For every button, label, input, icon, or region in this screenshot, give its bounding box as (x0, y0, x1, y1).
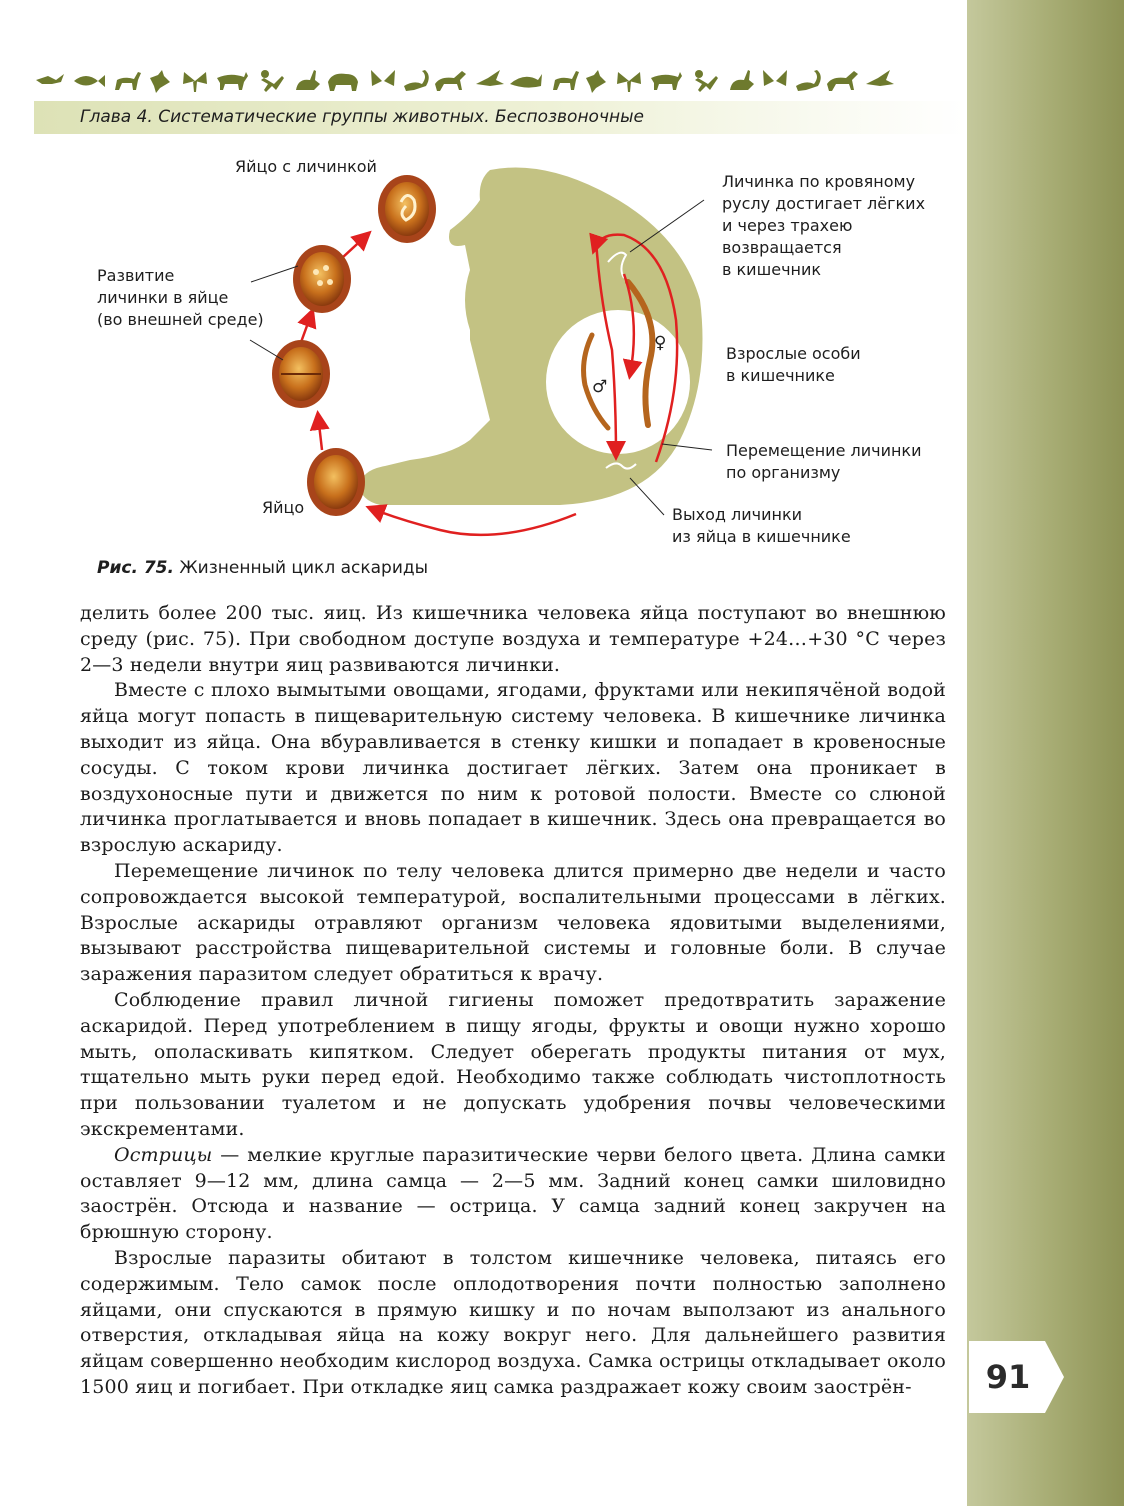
label-egg-with-larva: Яйцо с личинкой (235, 157, 377, 176)
figure-caption-text: Жизненный цикл аскариды (179, 558, 429, 578)
bird-icon (586, 70, 606, 93)
scorpion-icon (404, 70, 429, 91)
intestine-circle (546, 310, 690, 454)
scorpion-icon (796, 70, 821, 91)
male-symbol: ♂ (592, 377, 608, 397)
butterfly-icon (617, 72, 641, 92)
egg-icon (307, 448, 365, 516)
female-symbol: ♀ (654, 333, 667, 353)
developing-egg-icon (293, 245, 351, 313)
dividing-egg-icon (272, 340, 330, 408)
paragraph: Перемещение личинок по телу человека длится примерно две недели и часто сопровождается высокой температурой, воспалительными процессами в лёгких. Взрослые аскариды отравляют организм человека ядовитыми выделениями, вызывают расстройства пищеварительной системы и головные боли. В случае заражения паразитом следует обратиться к врачу. (80, 859, 946, 986)
monkey-icon (261, 70, 284, 92)
fish-icon (74, 75, 105, 87)
horse-icon (827, 71, 858, 91)
rabbit-icon (296, 70, 320, 90)
butterfly-icon (371, 70, 395, 86)
term-pinworms: Острицы (114, 1143, 213, 1166)
page-sidebar (967, 0, 1124, 1506)
paragraph-pinworms (80, 1143, 946, 1246)
paragraph: Вместе с плохо вымытыми овощами, ягодами, фруктами или некипячёной водой яйца могут попасть в пищеварительную систему человека. В кишечнике личинка выходит из яйца. Она вбуравливается в стенку кишки и попадает в кровеносные сосуды. С током крови личинка достигает лёгких. Затем она проникает в воздухоносные пути и движется по ним к ротовой полости. Вместе со слюной личинка проглатывается и вновь попадает в кишечник. Здесь она превращается во взрослую аскариду. (80, 679, 946, 857)
paragraph: Соблюдение правил личной гигиены поможет предотвратить заражение аскаридой. Перед употреблением в пищу ягоды, фрукты и овощи нужно хорошо мыть, ополаскивать кипятком. Следует оберегать продукты питания от мух, тщательно мыть руки перед едой. Необходимо также соблюдать чистоплотность при пользовании туалетом и не допускать удобрения почвы человеческими экскрементами. (80, 988, 946, 1140)
figure-caption-prefix: Рис. 75. (97, 558, 174, 578)
body-text (80, 601, 946, 1401)
bull-icon (217, 72, 248, 90)
deer-icon (115, 72, 141, 90)
butterfly-icon (763, 70, 787, 86)
bull-icon (651, 72, 682, 90)
whale-icon (510, 74, 542, 88)
paragraph: Взрослые паразиты обитают в толстом кишечнике человека, питаясь его содержимым. Тело самок после оплодотворения почти полностью заполнено яйцами, они спускаются в прямую кишку и по ночам выползают из анального отверстия, откладывая яйца на кожу вокруг него. Для дальнейшего развития яйцам совершенно необходим кислород воздуха. Самка острицы откладывает около 1500 яиц и погибает. При откладке яиц самка раздражает кожу своим заострён- (80, 1246, 946, 1398)
bird-icon (866, 70, 894, 86)
bird-icon (36, 74, 64, 84)
chapter-title: Глава 4. Систематические группы животных. Беспозвоночные (80, 107, 644, 127)
bird-icon (476, 70, 504, 86)
horse-icon (435, 71, 466, 91)
monkey-icon (695, 70, 718, 92)
butterfly-icon (183, 72, 207, 92)
paragraph-text: — мелкие круглые паразитические черви белого цвета. Длина самки оставляет 9—12 мм, длина самца — 2—5 мм. Задний конец самки шиловидно заострён. Отсюда и название — острица. У самца задний конец закручен на брюшную сторону. (80, 1143, 946, 1244)
page-number: 91 (985, 1358, 1031, 1396)
rabbit-icon (730, 70, 754, 90)
deer-icon (553, 71, 579, 90)
egg-with-larva-icon (378, 175, 436, 243)
animal-silhouette-strip (34, 66, 904, 96)
bison-icon (328, 74, 358, 91)
bird-icon (150, 70, 170, 93)
figure-caption (97, 558, 428, 578)
label-egg: Яйцо (262, 498, 305, 517)
paragraph: делить более 200 тыс. яиц. Из кишечника человека яйца поступают во внешнюю среду (рис. 75). При свободном доступе воздуха и температуре +24…+30 °C через 2—3 недели внутри яиц развиваются личинки. (80, 602, 946, 676)
